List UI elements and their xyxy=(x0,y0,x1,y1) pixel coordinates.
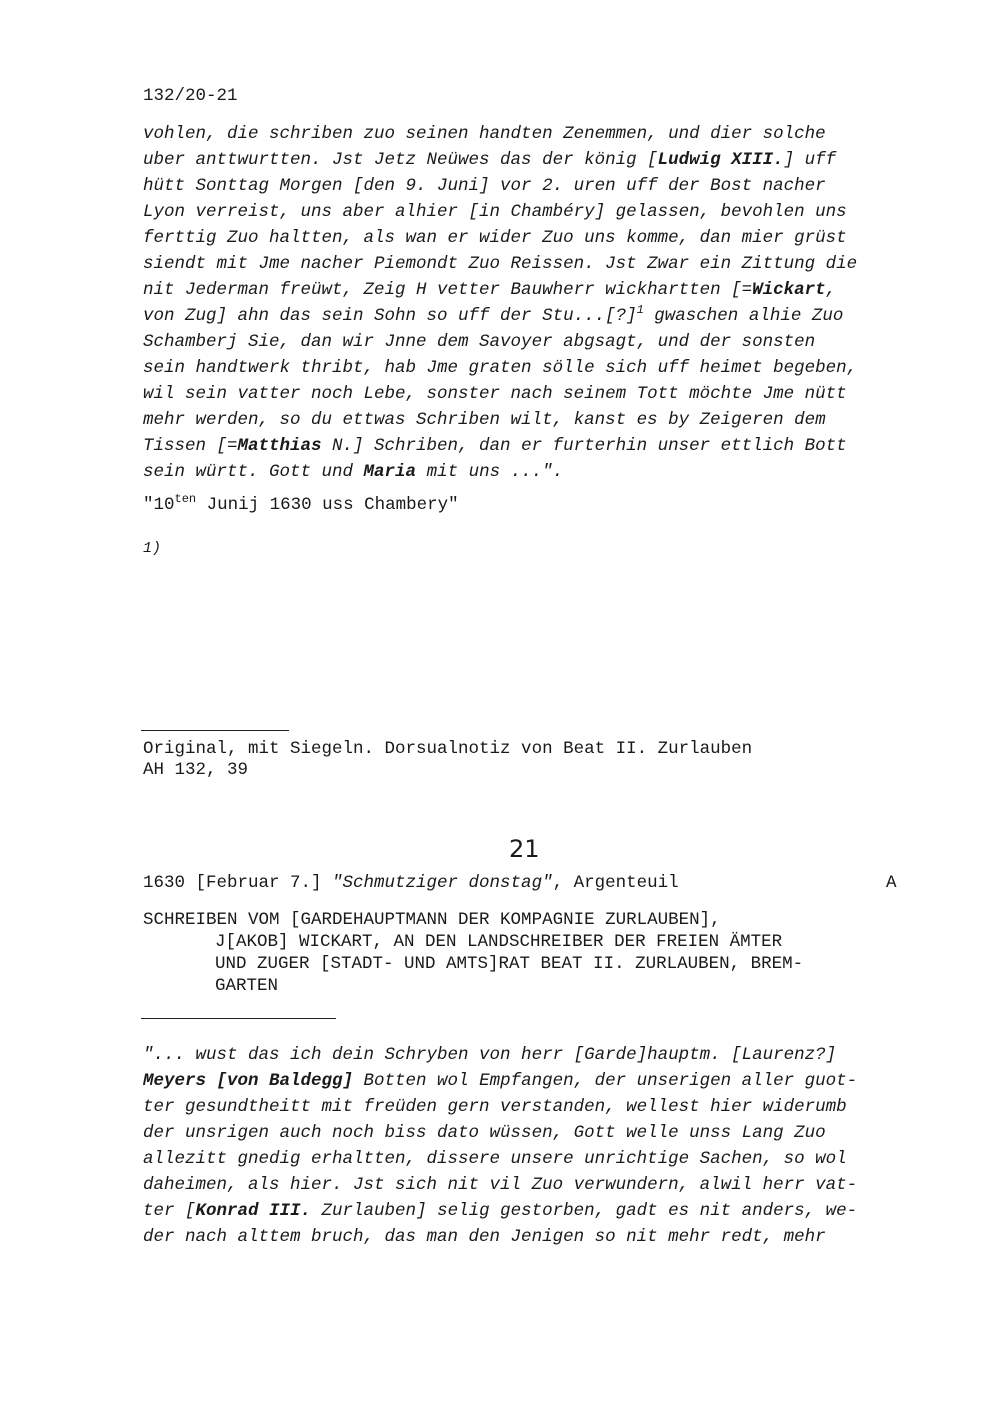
footnote-marker: 1) xyxy=(143,540,162,557)
text-segment: Zurlauben] selig gestorben, gadt es nit anders, we- xyxy=(311,1201,858,1221)
document-place: , Argenteuil xyxy=(552,873,679,893)
text-line xyxy=(143,1146,857,1172)
title-rule xyxy=(141,1018,336,1019)
source-note-line: Original, mit Siegeln. Dorsualnotiz von Beat II. Zurlauben xyxy=(143,739,753,759)
document-type-letter: A xyxy=(886,873,897,893)
source-note xyxy=(143,739,752,781)
text-line xyxy=(143,1224,857,1250)
text-segment: siendt mit Jme nacher Piemondt Zuo Reissen. Jst Zwar ein Zittung die xyxy=(143,254,858,274)
text-segment: der unsrigen auch noch biss dato wüssen, Gott welle unss Lang Zuo xyxy=(143,1123,826,1143)
title-line: J[AKOB] WICKART, AN DEN LANDSCHREIBER DER FREIEN ÄMTER xyxy=(215,932,783,952)
document-number: 21 xyxy=(509,835,540,863)
text-line xyxy=(143,1094,857,1120)
footnote-ref: 1 xyxy=(636,303,644,318)
bold-name: Ludwig XIII. xyxy=(657,150,784,170)
text-line xyxy=(143,173,857,199)
text-segment: Lyon verreist, uns aber alhier [in Chambéry] gelassen, bevohlen uns xyxy=(143,202,847,222)
text-line xyxy=(143,121,857,147)
text-segment: daheimen, als hier. Jst sich nit vil Zuo verwundern, alwil herr vat- xyxy=(143,1175,858,1195)
text-line xyxy=(143,355,857,381)
document-date-feast: "Schmutziger donstag" xyxy=(332,873,553,893)
text-segment: uber anttwurtten. Jst Jetz Neüwes das der könig [ xyxy=(143,150,658,170)
bold-name: Maria xyxy=(363,462,417,482)
text-segment: gwaschen alhie Zuo xyxy=(643,306,844,326)
text-line xyxy=(143,433,857,459)
text-segment: Tissen [= xyxy=(143,436,238,456)
text-line xyxy=(143,277,857,303)
title-line: GARTEN xyxy=(215,976,279,996)
text-segment: N.] Schriben, dan er furterhin unser ettlich Bott xyxy=(321,436,847,456)
text-line xyxy=(143,225,857,251)
text-segment: "... wust das ich dein Schryben von herr [Garde]hauptm. [Laurenz?] xyxy=(143,1045,837,1065)
text-segment: ter gesundtheitt mit freüden gern verstanden, wellest hier widerumb xyxy=(143,1097,847,1117)
footnote-rule xyxy=(141,730,289,731)
text-line xyxy=(143,459,857,485)
document-date: 1630 [Februar 7.] xyxy=(143,873,333,893)
letter-date-line xyxy=(143,492,459,515)
text-segment: Botten wol Empfangen, der unserigen aller guot- xyxy=(353,1071,858,1091)
text-segment: mehr werden, so du ettwas Schriben wilt, kanst es by Zeigeren dem xyxy=(143,410,826,430)
text-segment: allezitt gnedig erhaltten, dissere unsere unrichtige Sachen, so wol xyxy=(143,1149,847,1169)
date-line-start: "10 xyxy=(143,495,175,515)
text-line xyxy=(143,1120,857,1146)
text-line xyxy=(143,303,857,329)
text-line xyxy=(143,199,857,225)
text-segment: von Zug] ahn das sein Sohn so uff der Stu...[?] xyxy=(143,306,637,326)
document-title xyxy=(143,909,803,997)
page-reference: 132/20-21 xyxy=(143,86,238,106)
source-note-line: AH 132, 39 xyxy=(143,760,249,780)
title-line: SCHREIBEN VOM [GARDEHAUPTMANN DER KOMPAGNIE ZURLAUBEN], xyxy=(143,910,721,930)
text-segment: vohlen, die schriben zuo seinen handten Zenemmen, und dier solche xyxy=(143,124,826,144)
text-line xyxy=(143,1068,857,1094)
text-line xyxy=(143,329,857,355)
text-line xyxy=(143,1172,857,1198)
date-line-superscript: ten xyxy=(174,492,197,507)
document-date-place xyxy=(143,873,679,893)
title-line: UND ZUGER [STADT- UND AMTS]RAT BEAT II. ZURLAUBEN, BREM- xyxy=(215,954,804,974)
document-body xyxy=(143,1042,857,1250)
text-line xyxy=(143,1042,857,1068)
text-segment: ter [ xyxy=(143,1201,196,1221)
text-segment: ] uff xyxy=(783,150,837,170)
text-segment: ferttig Zuo haltten, als wan er wider Zuo uns komme, dan mier grüst xyxy=(143,228,847,248)
letter-continuation xyxy=(143,121,857,485)
bold-name: Matthias xyxy=(237,436,322,456)
text-line xyxy=(143,251,857,277)
bold-name: Meyers [von Baldegg] xyxy=(143,1071,354,1091)
text-segment: nit Jederman freüwt, Zeig H vetter Bauwherr wickhartten [= xyxy=(143,280,753,300)
text-line xyxy=(143,381,857,407)
text-segment: mit uns ...". xyxy=(416,462,564,482)
text-segment: wil sein vatter noch Lebe, sonster nach seinem Tott möchte Jme nütt xyxy=(143,384,847,404)
text-line xyxy=(143,407,857,433)
bold-name: Wickart xyxy=(752,280,826,300)
text-segment: sein württ. Gott und xyxy=(143,462,364,482)
text-segment: sein handtwerk thribt, hab Jme graten sölle sich uff heimet begeben, xyxy=(143,358,858,378)
text-line xyxy=(143,1198,857,1224)
date-line-end: Junij 1630 uss Chambery" xyxy=(196,495,459,515)
text-segment: der nach alttem bruch, das man den Jenigen so nit mehr redt, mehr xyxy=(143,1227,826,1247)
text-segment: , xyxy=(825,280,837,300)
text-segment: hütt Sonttag Morgen [den 9. Juni] vor 2. uren uff der Bost nacher xyxy=(143,176,826,196)
text-line xyxy=(143,147,857,173)
bold-name: Konrad III. xyxy=(195,1201,312,1221)
text-segment: Schamberj Sie, dan wir Jnne dem Savoyer abgsagt, und der sonsten xyxy=(143,332,816,352)
